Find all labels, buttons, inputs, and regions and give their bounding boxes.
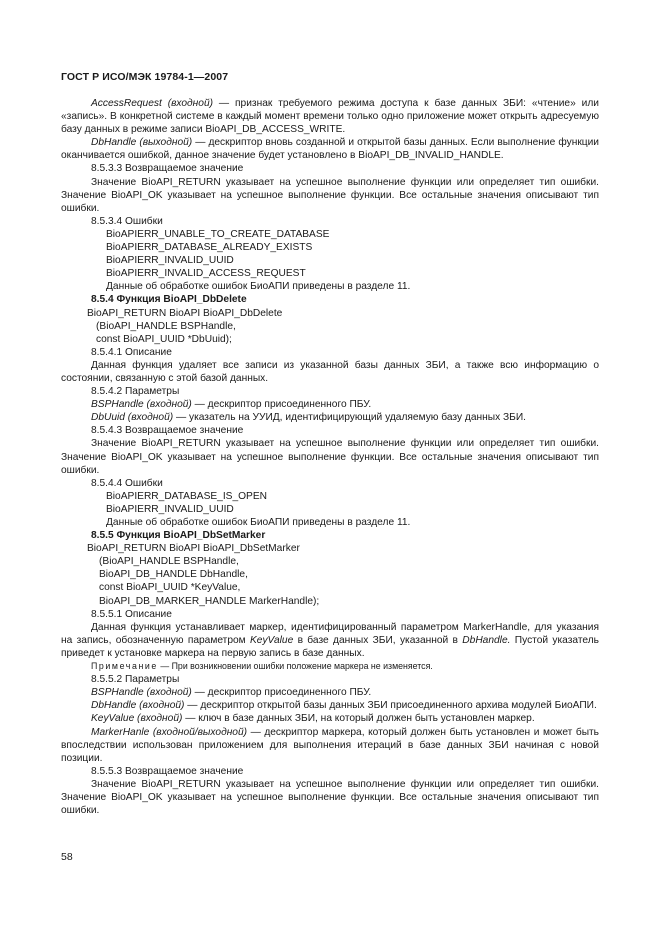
code-line: BioAPI_DB_HANDLE DbHandle,: [99, 569, 248, 581]
section-heading: 8.5.4.4 Ошибки: [91, 477, 163, 489]
param-access-request: AccessRequest (входной) — признак требуемого режима доступа к базе данных ЗБИ: «чтение» или «запись». В конкретной системе в каждый момент времени только одно приложение может открыть адресуемую базу данных в режиме записи BioAPI_DB_ACCESS_WRITE.: [61, 98, 599, 136]
param-dbhandle: DbHandle (входной) — дескриптор открытой базы данных ЗБИ присоединенного архива модулей БиоАПИ.: [91, 700, 597, 712]
error-note: Данные об обработке ошибок БиоАПИ приведены в разделе 11.: [106, 517, 411, 528]
section-heading: 8.5.4.2 Параметры: [91, 386, 180, 398]
note: Примечание — При возникновении ошибки положение маркера не изменяется.: [91, 661, 433, 672]
param-bsphandle: BSPHandle (входной) — дескриптор присоединенного ПБУ.: [91, 687, 372, 699]
description-text: Данная функция удаляет все записи из указанной базы данных ЗБИ, а также всю информацию о состоянии, связанную с этой базой данных.: [61, 359, 599, 384]
section-heading: 8.5.4.3 Возвращаемое значение: [91, 425, 244, 437]
return-value-text: Значение BioAPI_RETURN указывает на успешное выполнение функции или определяет тип ошибки. Значение BioAPI_OK указывает на успешное выполнение функции. Все остальные значения описывают тип ошибки.: [61, 176, 599, 214]
code-line: BioAPI_RETURN BioAPI BioAPI_DbSetMarker: [87, 543, 300, 555]
error-code: BioAPIERR_DATABASE_ALREADY_EXISTS: [106, 242, 313, 254]
section-heading: 8.5.5.2 Параметры: [91, 674, 180, 686]
description-text: Данная функция устанавливает маркер, идентифицированный параметром MarkerHandle, для указания на запись, обозначенную параметром KeyValue в базе данных ЗБИ, указанной в DbHandle. Пустой указатель приведет к установке маркера на первую запись в базе данных.: [61, 621, 599, 659]
return-value-text: Значение BioAPI_RETURN указывает на успешное выполнение функции или определяет тип ошибки. Значение BioAPI_OK указывает на успешное выполнение функции. Все остальные значения описывают тип ошибки.: [61, 778, 599, 817]
page-number: 58: [61, 851, 73, 863]
page-body: [61, 97, 599, 817]
section-heading: 8.5.3.4 Ошибки: [91, 215, 163, 227]
code-line: const BioAPI_UUID *DbUuid);: [96, 333, 232, 345]
code-line: BioAPI_RETURN BioAPI BioAPI_DbDelete: [87, 307, 283, 319]
code-line: BioAPI_DB_MARKER_HANDLE MarkerHandle);: [99, 595, 320, 607]
section-heading: 8.5.4.1 Описание: [91, 346, 172, 358]
error-note: Данные об обработке ошибок БиоАПИ приведены в разделе 11.: [106, 281, 411, 293]
param-dbhandle-out: DbHandle (выходной) — дескриптор вновь созданной и открытой базы данных. Если выполнение функции оканчивается ошибкой, данное значение будет установлено в BioAPI_DB_INVALID_HANDLE.: [61, 137, 599, 162]
return-value-text: Значение BioAPI_RETURN указывает на успешное выполнение функции или определяет тип ошибки. Значение BioAPI_OK указывает на успешное выполнение функции. Все остальные значения описывают тип ошибки.: [61, 438, 599, 476]
code-line: (BioAPI_HANDLE BSPHandle,: [96, 320, 236, 332]
error-code: BioAPIERR_INVALID_ACCESS_REQUEST: [106, 268, 306, 280]
section-heading: 8.5.5.3 Возвращаемое значение: [91, 765, 244, 777]
section-heading-dbdelete: 8.5.4 Функция BioAPI_DbDelete: [91, 294, 247, 306]
error-code: BioAPIERR_DATABASE_IS_OPEN: [106, 490, 267, 502]
section-heading-dbsetmarker: 8.5.5 Функция BioAPI_DbSetMarker: [91, 530, 266, 542]
error-code: BioAPIERR_INVALID_UUID: [106, 503, 234, 515]
section-heading: 8.5.3.3 Возвращаемое значение: [91, 163, 244, 175]
document-header: ГОСТ Р ИСО/МЭК 19784-1—2007: [61, 71, 229, 83]
error-code: BioAPIERR_INVALID_UUID: [106, 255, 234, 267]
param-keyvalue: KeyValue (входной) — ключ в базе данных ЗБИ, на который должен быть установлен маркер.: [91, 713, 535, 725]
param-bsphandle: BSPHandle (входной) — дескриптор присоединенного ПБУ.: [91, 399, 372, 411]
code-line: const BioAPI_UUID *KeyValue,: [99, 582, 241, 594]
code-line: (BioAPI_HANDLE BSPHandle,: [99, 556, 239, 568]
error-code: BioAPIERR_UNABLE_TO_CREATE_DATABASE: [106, 228, 330, 240]
section-heading: 8.5.5.1 Описание: [91, 608, 172, 620]
param-markerhandle: MarkerHanle (входной/выходной) — дескриптор маркера, который должен быть установлен и может быть впоследствии использован приложением для выполнения итераций в базе данных ЗБИ начиная с новой позиции.: [61, 726, 599, 764]
param-dbuuid: DbUuid (входной) — указатель на УУИД, идентифицирующий удаляемую базу данных ЗБИ.: [91, 412, 526, 424]
